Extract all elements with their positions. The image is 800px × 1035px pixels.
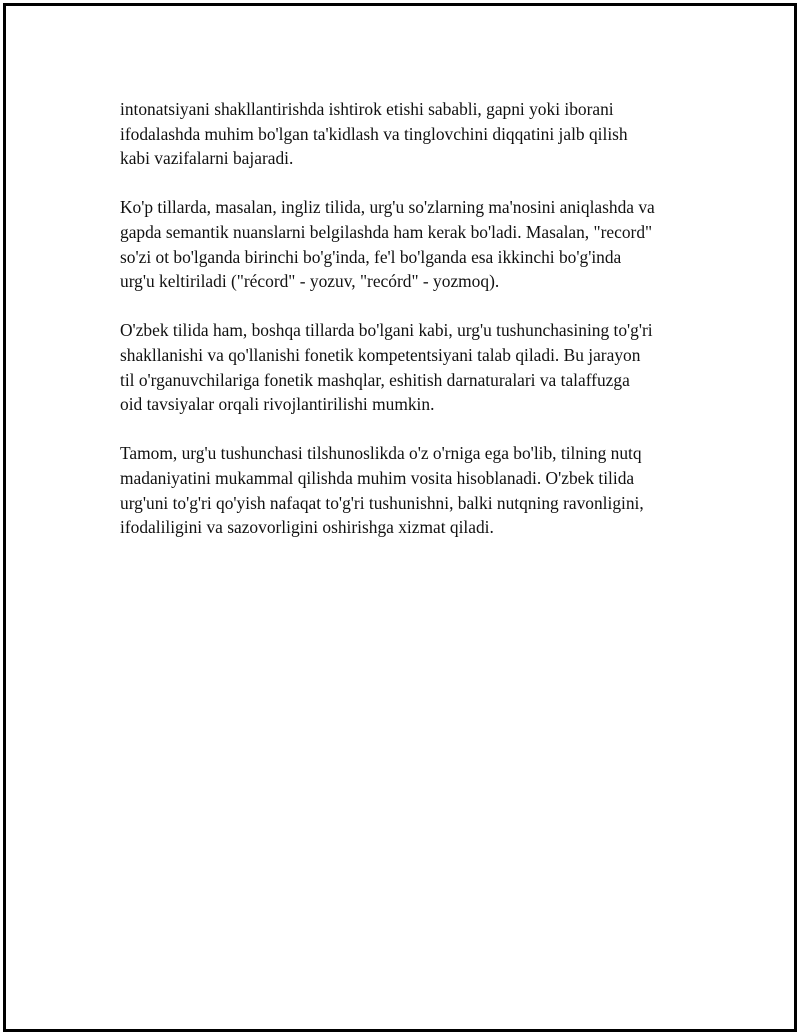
paragraph-2: Ko'p tillarda, masalan, ingliz tilida, urg'u so'zlarning ma'nosini aniqlashda va gapda semantik nuanslarni belgilashda ham kerak bo'ladi. Masalan, "record" so'zi ot bo'lganda birinchi bo'g'inda, fe'l bo'lganda esa ikkinchi bo'g'inda urg'u keltiriladi ("récord" - yozuv, "recórd" - yozmoq). [120, 197, 655, 292]
page-body [120, 97, 710, 564]
page-frame [3, 3, 797, 1032]
paragraph-1: intonatsiyani shakllantirishda ishtirok etishi sababli, gapni yoki iborani ifodalashda muhim bo'lgan ta'kidlash va tinglovchini diqqatini jalb qilish kabi vazifalarni bajaradi. [120, 99, 628, 169]
paragraph-4: Tamom, urg'u tushunchasi tilshunoslikda o'z o'rniga ega bo'lib, tilning nutq madaniyatini mukammal qilishda muhim vosita hisoblanadi. O'zbek tilida urg'uni to'g'ri qo'yish nafaqat to'g'ri tushunishni, balki nutqning ravonligini, ifodaliligini va sazovorligini oshirishga xizmat qiladi. [120, 443, 644, 538]
paragraph-3: O'zbek tilida ham, boshqa tillarda bo'lgani kabi, urg'u tushunchasining to'g'ri shakllanishi va qo'llanishi fonetik kompetentsiyani talab qiladi. Bu jarayon til o'rganuvchilariga fonetik mashqlar, eshitish darnaturalari va talaffuzga oid tavsiyalar orqali rivojlantirilishi mumkin. [120, 320, 653, 415]
